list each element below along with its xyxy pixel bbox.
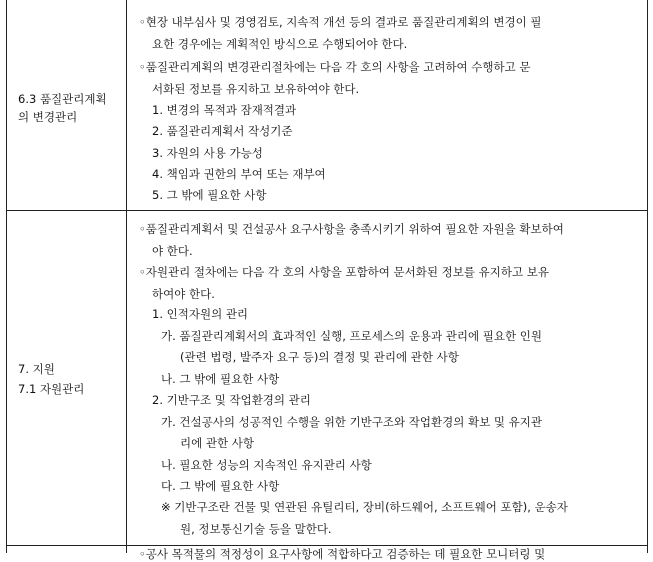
body-line: 하여야 한다. xyxy=(152,287,215,301)
footnote: ※ 기반구조란 건물 및 연관된 유틸리티, 장비(하드웨어, 소프트웨어 포함), 운송자 xyxy=(161,500,568,514)
right-border xyxy=(647,0,648,553)
body-line: 서화된 정보를 유지하고 보유하여야 한다. xyxy=(152,82,360,96)
sub-item: 가. 품질관리계획서의 효과적인 실행, 프로세스의 운용과 관리에 필요한 인원 xyxy=(161,329,542,343)
sub-item: 나. 필요한 성능의 지속적인 유지관리 사항 xyxy=(161,458,372,472)
row-heading: 6.3 품질관리계획 xyxy=(18,92,107,106)
column-divider xyxy=(126,0,127,553)
list-item: 1. 변경의 목적과 잠재적결과 xyxy=(152,103,297,117)
list-item: 4. 책임과 권한의 부여 또는 재부여 xyxy=(152,167,326,181)
row-divider xyxy=(6,210,648,211)
row-heading: 의 변경관리 xyxy=(18,110,78,124)
list-item: 1. 인적자원의 관리 xyxy=(152,307,249,321)
list-item: 2. 품질관리계획서 작성기준 xyxy=(152,124,293,138)
row-heading: 7. 지원 xyxy=(18,362,55,376)
sub-item-continuation: 리에 관한 사항 xyxy=(180,436,254,450)
body-line: ◦자원관리 절차에는 다음 각 호의 사항을 포함하여 문서화된 정보를 유지하고 보유 xyxy=(139,265,549,279)
list-item: 2. 기반구조 및 작업환경의 관리 xyxy=(152,393,311,407)
body-line: ◦품질관리계획의 변경관리절차에는 다음 각 호의 사항을 고려하여 수행하고 문 xyxy=(139,60,531,74)
body-line: ◦품질관리계획서 및 건설공사 요구사항을 충족시키기 위하여 필요한 자원을 확보하여 xyxy=(139,222,564,236)
body-line: ◦현장 내부심사 및 경영검토, 지속적 개선 등의 결과로 품질관리계획의 변경이 필 xyxy=(139,15,542,29)
left-border xyxy=(6,0,7,553)
footnote-continuation: 원, 정보통신기술 등을 말한다. xyxy=(180,522,332,536)
list-item: 5. 그 밖에 필요한 사항 xyxy=(152,188,267,202)
body-line: 야 한다. xyxy=(152,244,193,258)
cut-off-line: ◦공사 목적물의 적정성이 요구사항에 적합하다고 검증하는 데 필요한 모니터링 및 xyxy=(139,547,546,561)
sub-item: 다. 그 밖에 필요한 사항 xyxy=(161,479,280,493)
list-item: 3. 자원의 사용 가능성 xyxy=(152,146,263,160)
body-line: 요한 경우에는 계획적인 방식으로 수행되어야 한다. xyxy=(152,37,408,51)
sub-item-continuation: (관련 법령, 발주자 요구 등)의 결정 및 관리에 관한 사항 xyxy=(180,350,459,364)
sub-item: 나. 그 밖에 필요한 사항 xyxy=(161,372,280,386)
sub-item: 가. 건설공사의 성공적인 수행을 위한 기반구조와 작업환경의 확보 및 유지관 xyxy=(161,415,542,429)
row-heading: 7.1 자원관리 xyxy=(18,382,85,396)
